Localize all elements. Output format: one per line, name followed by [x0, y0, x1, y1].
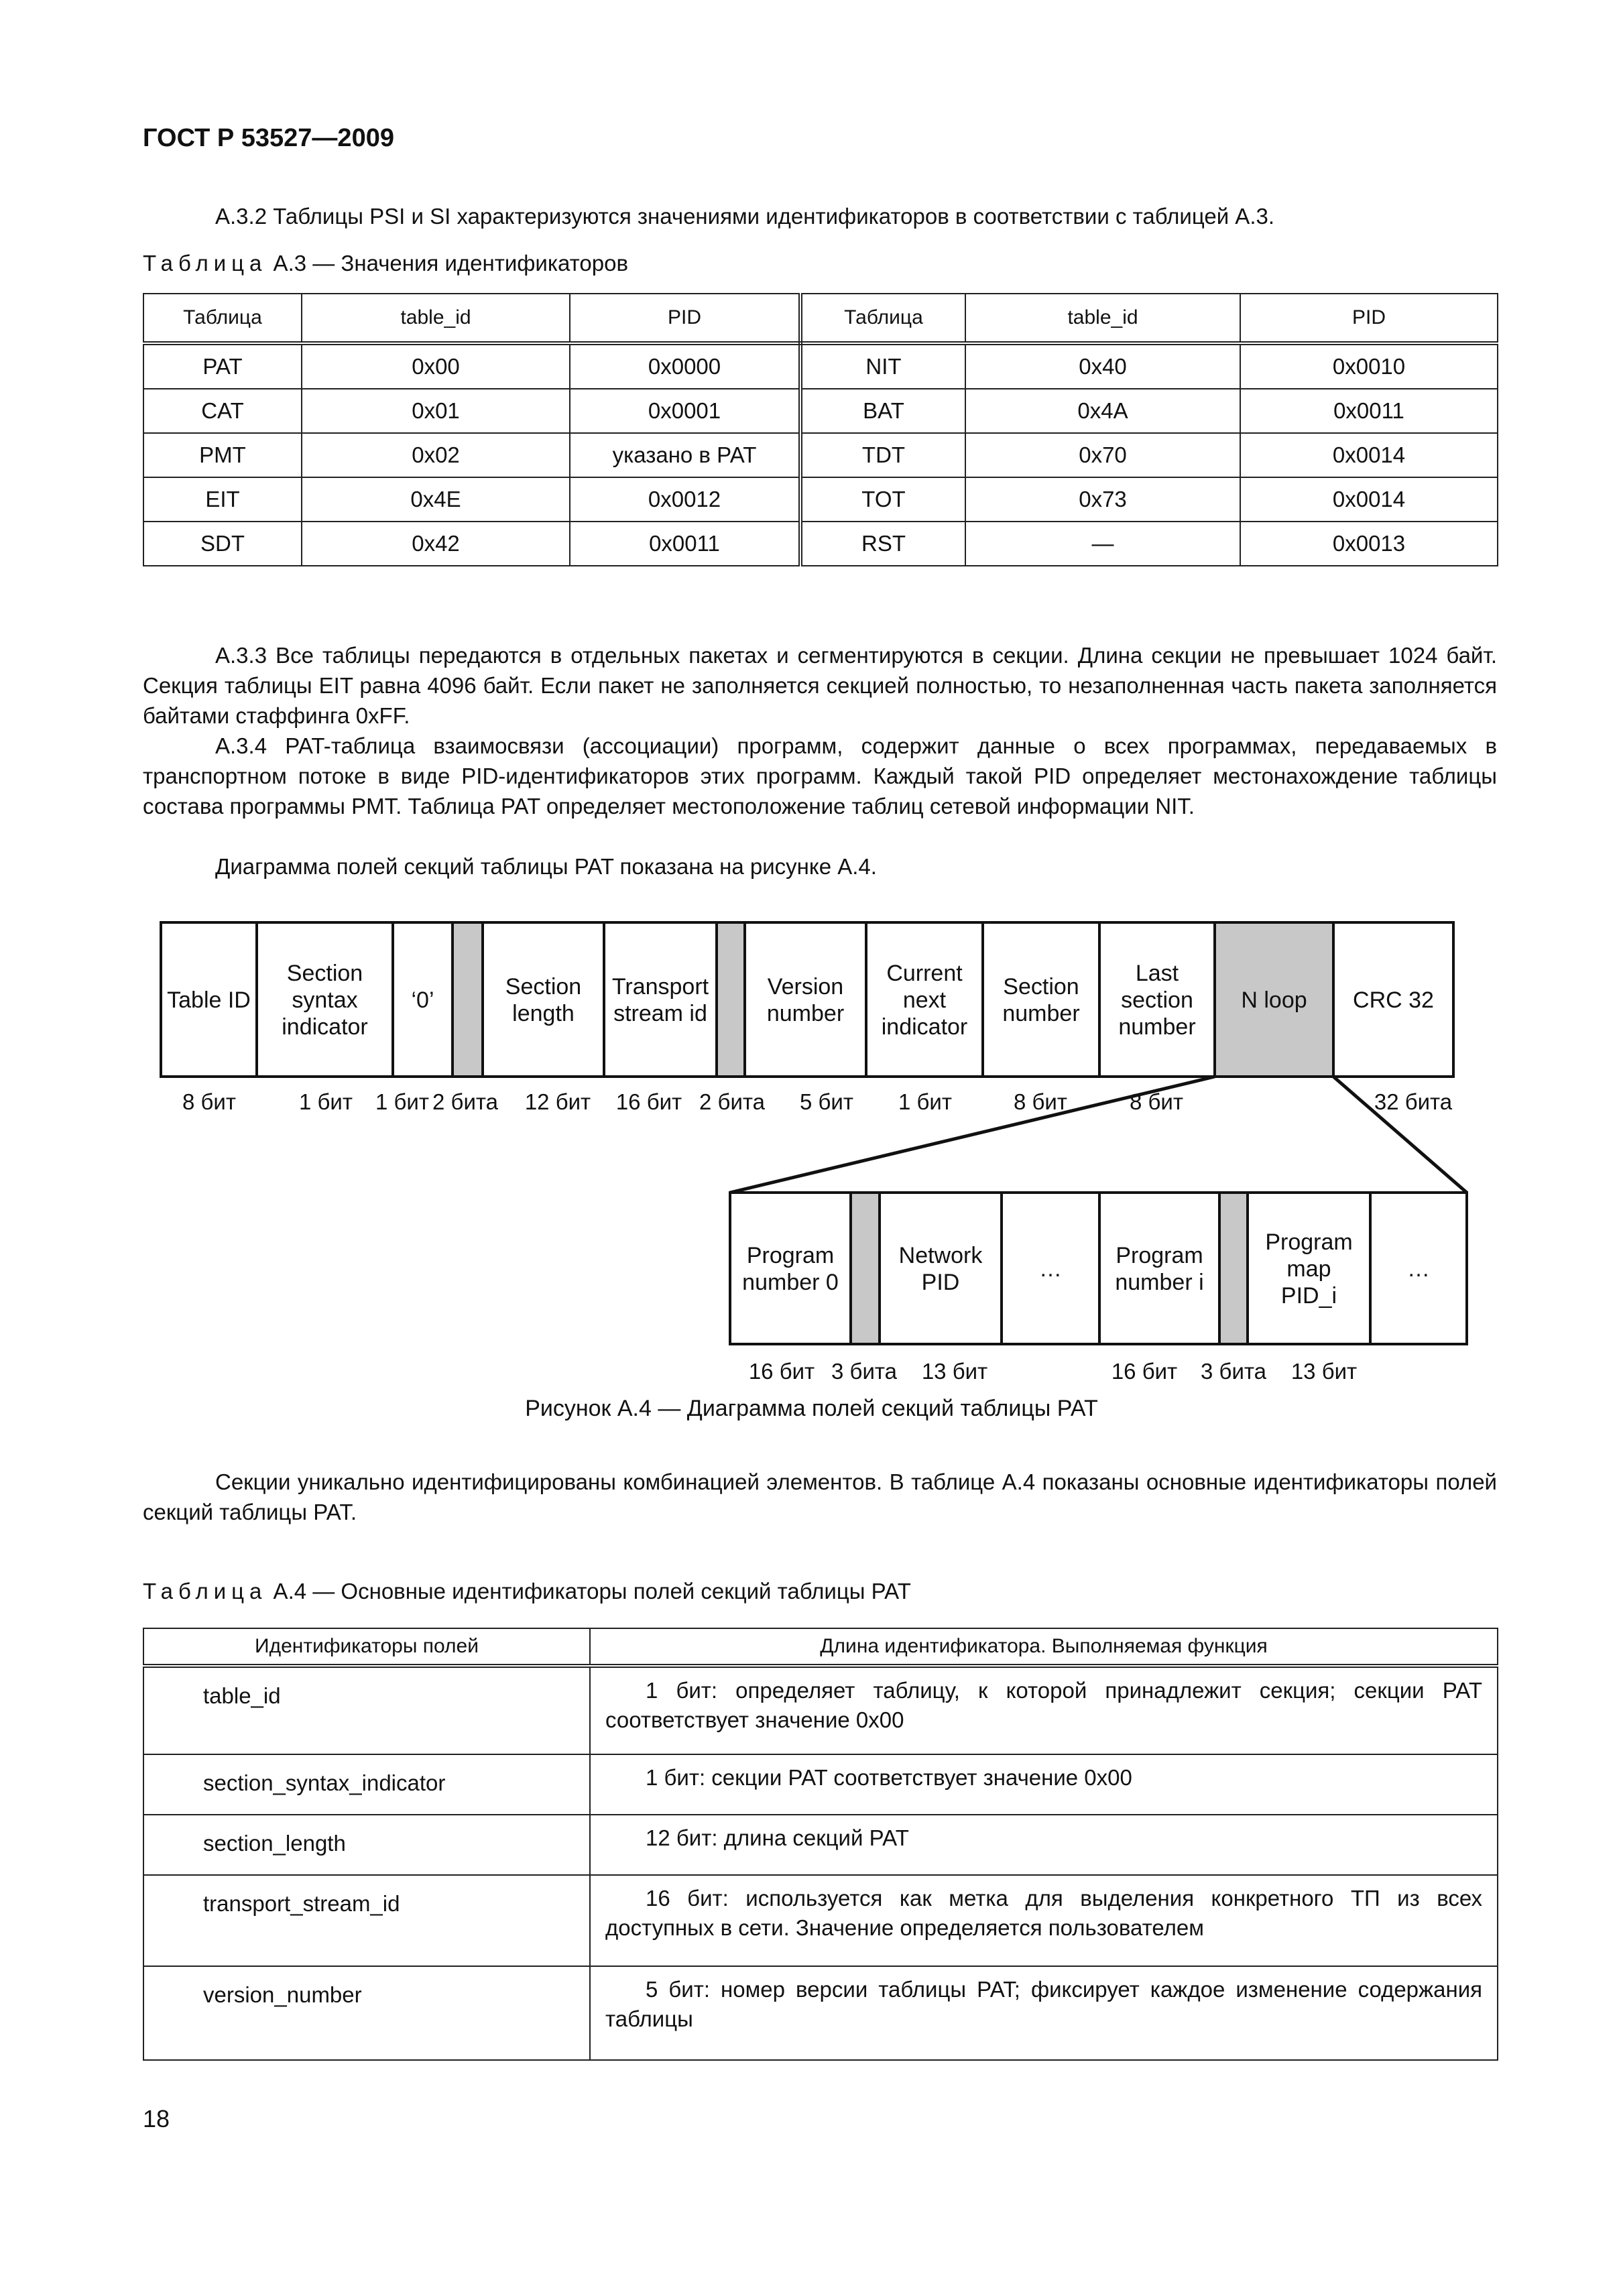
- page-number: 18: [143, 2105, 170, 2132]
- table-cell: 0x0011: [570, 522, 800, 566]
- table-cell: 0x4A: [965, 389, 1240, 433]
- table-row: [143, 1875, 1498, 1966]
- table-cell: 0x0013: [1240, 522, 1498, 566]
- table-cell: 0x70: [965, 433, 1240, 477]
- bit-width-label: 5 бит: [800, 1089, 853, 1114]
- bit-width-label: 8 бит: [1130, 1089, 1183, 1114]
- reserved-field: [851, 1193, 880, 1344]
- table-cell: EIT: [143, 477, 302, 522]
- field-name-cell: table_id: [143, 1666, 590, 1754]
- loop-field-box: [1099, 1193, 1219, 1344]
- table-cell: 0x40: [965, 343, 1240, 389]
- table-cell: PAT: [143, 343, 302, 389]
- table-cell: RST: [800, 522, 965, 566]
- loop-bit-width-label: 16 бит: [748, 1359, 815, 1384]
- table-cell: BAT: [800, 389, 965, 433]
- bit-width-label: 2 бита: [432, 1089, 498, 1114]
- table-cell: 0x02: [302, 433, 570, 477]
- paragraph-after-figure: Секции уникально идентифицированы комбинацией элементов. В таблице А.4 показаны основные идентификаторы полей секций таблицы PAT.: [143, 1469, 1497, 1524]
- field-box: [483, 922, 604, 1077]
- field-label: CRC 32: [1353, 987, 1434, 1013]
- table-a3-caption: Таблица А.3 — Значения идентификаторов: [143, 251, 628, 276]
- loop-field-label: Network PID: [898, 1243, 983, 1295]
- bit-width-label: 12 бит: [524, 1089, 591, 1114]
- field-box: [604, 922, 717, 1077]
- table-cell: TOT: [800, 477, 965, 522]
- figure-caption: Рисунок А.4 — Диаграмма полей секций таблицы PAT: [525, 1396, 1098, 1421]
- bit-width-label: 1 бит: [299, 1089, 353, 1114]
- field-label: Last section number: [1118, 961, 1196, 1040]
- field-name-cell: section_length: [143, 1815, 590, 1875]
- bit-width-label: 16 бит: [615, 1089, 682, 1114]
- field-box: [745, 922, 866, 1077]
- loop-field-label: Program map PID_i: [1265, 1229, 1353, 1309]
- document-header: ГОСТ Р 53527—2009: [143, 124, 394, 152]
- field-description-cell: 16 бит: используется как метка для выделения конкретного ТП из всех доступных в сети. Значение определяется пользователем: [590, 1875, 1498, 1966]
- field-name-cell: section_syntax_indicator: [143, 1754, 590, 1815]
- table-cell: SDT: [143, 522, 302, 566]
- bit-width-label: 1 бит: [898, 1089, 952, 1114]
- paragraph-diagram-ref: Диаграмма полей секций таблицы PAT показана на рисунке А.4.: [215, 854, 877, 879]
- table-row: [143, 1754, 1498, 1815]
- field-box: [983, 922, 1099, 1077]
- field-label: Current next indicator: [881, 961, 968, 1040]
- loop-bit-width-label: 16 бит: [1111, 1359, 1178, 1384]
- table-cell: 0x0012: [570, 477, 800, 522]
- field-label: Transport stream id: [611, 974, 709, 1026]
- table-cell: —: [965, 522, 1240, 566]
- header-cell: Длина идентификатора. Выполняемая функция: [590, 1628, 1498, 1666]
- table-row: [143, 1815, 1498, 1875]
- table-cell: 0x0000: [570, 343, 800, 389]
- paragraph-a34: А.3.4 PAT-таблица взаимосвязи (ассоциации) программ, содержит данные о всех программах, передаваемых в транспортном потоке в виде PID-идентификаторов этих программ. Каждый такой PID определяет местонахождение таблицы состава программы PMT. Таблица PAT определяет местоположение таблиц сетевой информации NIT.: [143, 733, 1497, 819]
- loop-field-label: Program number 0: [742, 1243, 839, 1295]
- header-cell: table_id: [965, 294, 1240, 343]
- table-cell: 0x0010: [1240, 343, 1498, 389]
- field-label: ‘0’: [411, 987, 434, 1013]
- loop-field-label: …: [1039, 1256, 1062, 1282]
- field-label: N loop: [1241, 987, 1307, 1013]
- loop-bit-width-label: 3 бита: [831, 1359, 897, 1384]
- reserved-field: [1219, 1193, 1248, 1344]
- field-name-cell: version_number: [143, 1966, 590, 2060]
- table-cell: указано в PAT: [570, 433, 800, 477]
- bit-width-label: 2 бита: [699, 1089, 765, 1114]
- header-cell: Таблица: [800, 294, 965, 343]
- field-label: Section length: [505, 974, 582, 1026]
- table-a4: [143, 1628, 1498, 2061]
- table-cell: NIT: [800, 343, 965, 389]
- loop-field-label: …: [1407, 1256, 1430, 1282]
- field-description-cell: 1 бит: определяет таблицу, к которой принадлежит секция; секции PAT соответствует значение 0x00: [590, 1666, 1498, 1754]
- intro-paragraph: А.3.2 Таблицы PSI и SI характеризуются значениями идентификаторов в соответствии с таблицей А.3.: [215, 204, 1275, 229]
- field-label: Section number: [1002, 974, 1080, 1026]
- table-header-row: [143, 1628, 1498, 1666]
- field-label: Version number: [766, 974, 845, 1026]
- table-row: [143, 1966, 1498, 2060]
- field-description-cell: 12 бит: длина секций PAT: [590, 1815, 1498, 1875]
- table-cell: PMT: [143, 433, 302, 477]
- loop-field-box: [730, 1193, 851, 1344]
- field-description-cell: 1 бит: секции PAT соответствует значение 0x00: [590, 1754, 1498, 1815]
- table-cell: TDT: [800, 433, 965, 477]
- paragraph-a33: А.3.3 Все таблицы передаются в отдельных пакетах и сегментируются в секции. Длина секции не превышает 1024 байт. Секция таблицы EIT равна 4096 байт. Если пакет не заполняется секцией полностью, то незаполненная часть пакета заполняется байтами стаффинга 0xFF.: [143, 643, 1497, 728]
- field-label: Table ID: [167, 987, 251, 1013]
- table-cell: 0x0011: [1240, 389, 1498, 433]
- bit-width-label: 1 бит: [375, 1089, 429, 1114]
- bit-width-label: 8 бит: [182, 1089, 236, 1114]
- header-cell: PID: [570, 294, 800, 343]
- table-cell: 0x42: [302, 522, 570, 566]
- header-cell: Идентификаторы полей: [143, 1628, 590, 1666]
- table-cell: 0x00: [302, 343, 570, 389]
- field-description-cell: 5 бит: номер версии таблицы PAT; фиксирует каждое изменение содержания таблицы: [590, 1966, 1498, 2060]
- field-label: Section syntax indicator: [282, 961, 368, 1040]
- reserved-field: [717, 922, 745, 1077]
- table-cell: 0x0014: [1240, 477, 1498, 522]
- loop-field-box: [880, 1193, 1002, 1344]
- header-cell: table_id: [302, 294, 570, 343]
- loop-field-label: Program number i: [1115, 1243, 1204, 1295]
- table-cell: 0x0001: [570, 389, 800, 433]
- loop-bit-width-label: 3 бита: [1201, 1359, 1266, 1384]
- table-cell: CAT: [143, 389, 302, 433]
- loop-bit-width-label: 13 бит: [1290, 1359, 1358, 1384]
- header-cell: PID: [1240, 294, 1498, 343]
- reserved-field: [453, 922, 483, 1077]
- bit-width-label: 32 бита: [1374, 1089, 1453, 1114]
- table-cell: 0x01: [302, 389, 570, 433]
- header-cell: Таблица: [143, 294, 302, 343]
- table-cell: 0x73: [965, 477, 1240, 522]
- field-name-cell: transport_stream_id: [143, 1875, 590, 1966]
- bit-width-label: 8 бит: [1014, 1089, 1067, 1114]
- table-cell: 0x0014: [1240, 433, 1498, 477]
- loop-bit-width-label: 13 бит: [921, 1359, 988, 1384]
- table-a4-caption: Таблица А.4 — Основные идентификаторы полей секций таблицы PAT: [143, 1579, 911, 1604]
- table-row: [143, 1666, 1498, 1754]
- table-cell: 0x4E: [302, 477, 570, 522]
